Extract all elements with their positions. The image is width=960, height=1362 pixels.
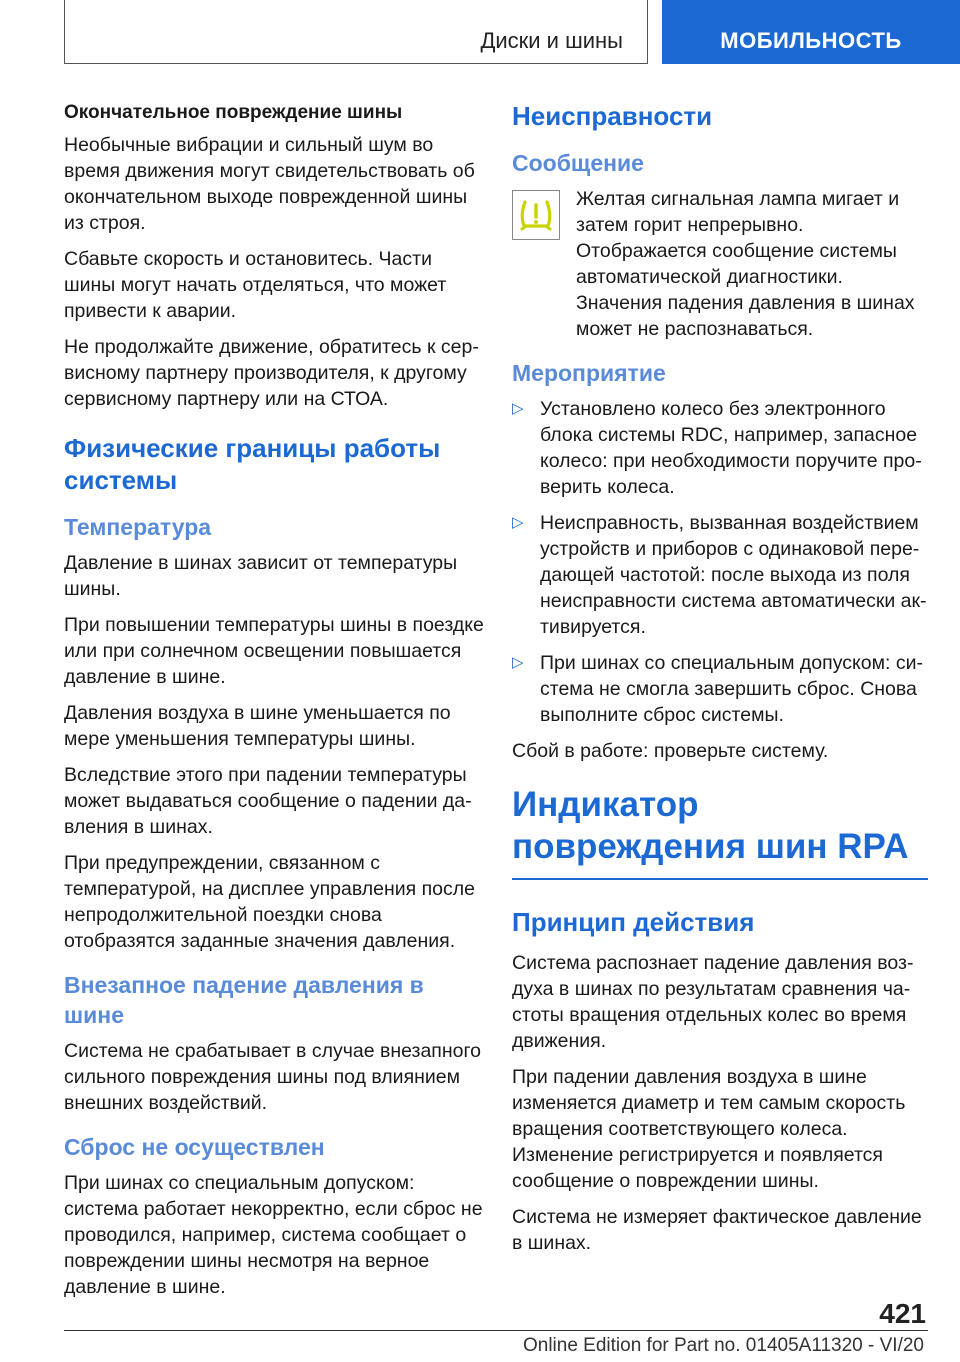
header-section-title: Диски и шины (480, 28, 623, 53)
paragraph: Желтая сигнальная лампа мигает и затем горит непрерывно. Отображается сообщение системы автоматической диагностики. Значения падения давления в шинах может не распознаваться. (576, 188, 915, 340)
header-section-box (64, 0, 648, 64)
page-number: 421 (879, 1298, 926, 1329)
tire-pressure-warning-icon (512, 190, 560, 240)
paragraph: При повышении температуры шины в поездке или при солнечном освещении повышается давление в шине. (64, 614, 484, 688)
warning-message-block (512, 186, 928, 342)
subtitle-final-damage: Окончательное повреждение шины (64, 102, 403, 123)
header-chapter-tab (662, 0, 960, 64)
measure-list (512, 396, 928, 728)
paragraph: Не продолжайте движение, обратитесь к сервисному партнеру производителя, к другому сервисному партнеру или на СТОА. (64, 336, 479, 410)
heading-faults: Неисправности (512, 101, 713, 131)
paragraph: Необычные вибрации и сильный шум во время движения могут свидетельствовать об окончательном выходе поврежденной шины из строя. (64, 134, 475, 234)
paragraph: Система не срабатывает в случае внезапного сильного повреждения шины под влиянием внешних воздействий. (64, 1040, 481, 1114)
header-chapter-label: МОБИЛЬНОСТЬ (720, 28, 902, 53)
paragraph: При предупреждении, связанном с температурой, на дисплее управления после непродолжительной поездки снова отобразятся заданные значения давления. (64, 852, 475, 952)
list-item: ▷ При шинах со специальным допуском: система не смогла завершить сброс. Снова выполните сброс системы. (512, 652, 923, 726)
heading-principle: Принцип действия (512, 907, 755, 937)
left-column (64, 100, 484, 1310)
triangle-bullet-icon: ▷ (512, 514, 524, 531)
heading-temperature: Температура (64, 514, 212, 540)
paragraph: Вследствие этого при падении температуры может выдаваться сообщение о падении давления в шинах. (64, 764, 472, 838)
list-item: ▷ Установлено колесо без электронного блока системы RDC, например, запасное колесо: при необходимости поручите проверить колеса. (512, 398, 922, 498)
heading-rpa-indicator: Индикатор повреждения шин RPA (512, 785, 909, 866)
right-column (512, 100, 928, 1266)
paragraph: Давления воздуха в шине уменьшается по мере уменьшения температуры шины. (64, 702, 451, 750)
footer-edition: Online Edition for Part no. 01405A11320 - VI/20 (522, 1335, 924, 1356)
triangle-bullet-icon: ▷ (512, 400, 524, 417)
paragraph: Сбавьте скорость и остановитесь. Части шины могут начать отделяться, что может привести к аварии. (64, 248, 447, 322)
paragraph: При шинах со специальным допуском: система работает некорректно, если сброс не проводился, например, система сообщает о повреждении шины несмотря на верное давление в шине. (64, 1172, 483, 1298)
paragraph: При падении давления воздуха в шине изменяется диаметр и тем самым скорость вращения соответствующего колеса. Изменение регистрируется и появляется сообщение о повреждении шины. (512, 1066, 906, 1192)
triangle-bullet-icon: ▷ (512, 654, 524, 671)
heading-reset-not-done: Сброс не осуществлен (64, 1134, 325, 1160)
list-item: ▷ Неисправность, вызванная воздействием устройств и приборов с одинаковой передающей частотой: после выхода из поля неисправности система автоматически активируется. (512, 512, 927, 638)
paragraph: Система не измеряет фактическое давление в шинах. (512, 1206, 922, 1254)
heading-message: Сообщение (512, 150, 644, 176)
heading-system-limits: Физические границы работы системы (64, 433, 441, 495)
heading-sudden-pressure-loss: Внезапное падение давления в шине (64, 972, 424, 1028)
section-divider (512, 878, 928, 880)
footer-divider (64, 1330, 928, 1331)
paragraph: Система распознает падение давления воздуха в шинах по результатам сравнения частоты вращения отдельных колес во время движения. (512, 952, 914, 1052)
paragraph: Давление в шинах зависит от температуры шины. (64, 552, 458, 600)
heading-measure: Мероприятие (512, 360, 666, 386)
paragraph: Сбой в работе: проверьте систему. (512, 740, 829, 762)
